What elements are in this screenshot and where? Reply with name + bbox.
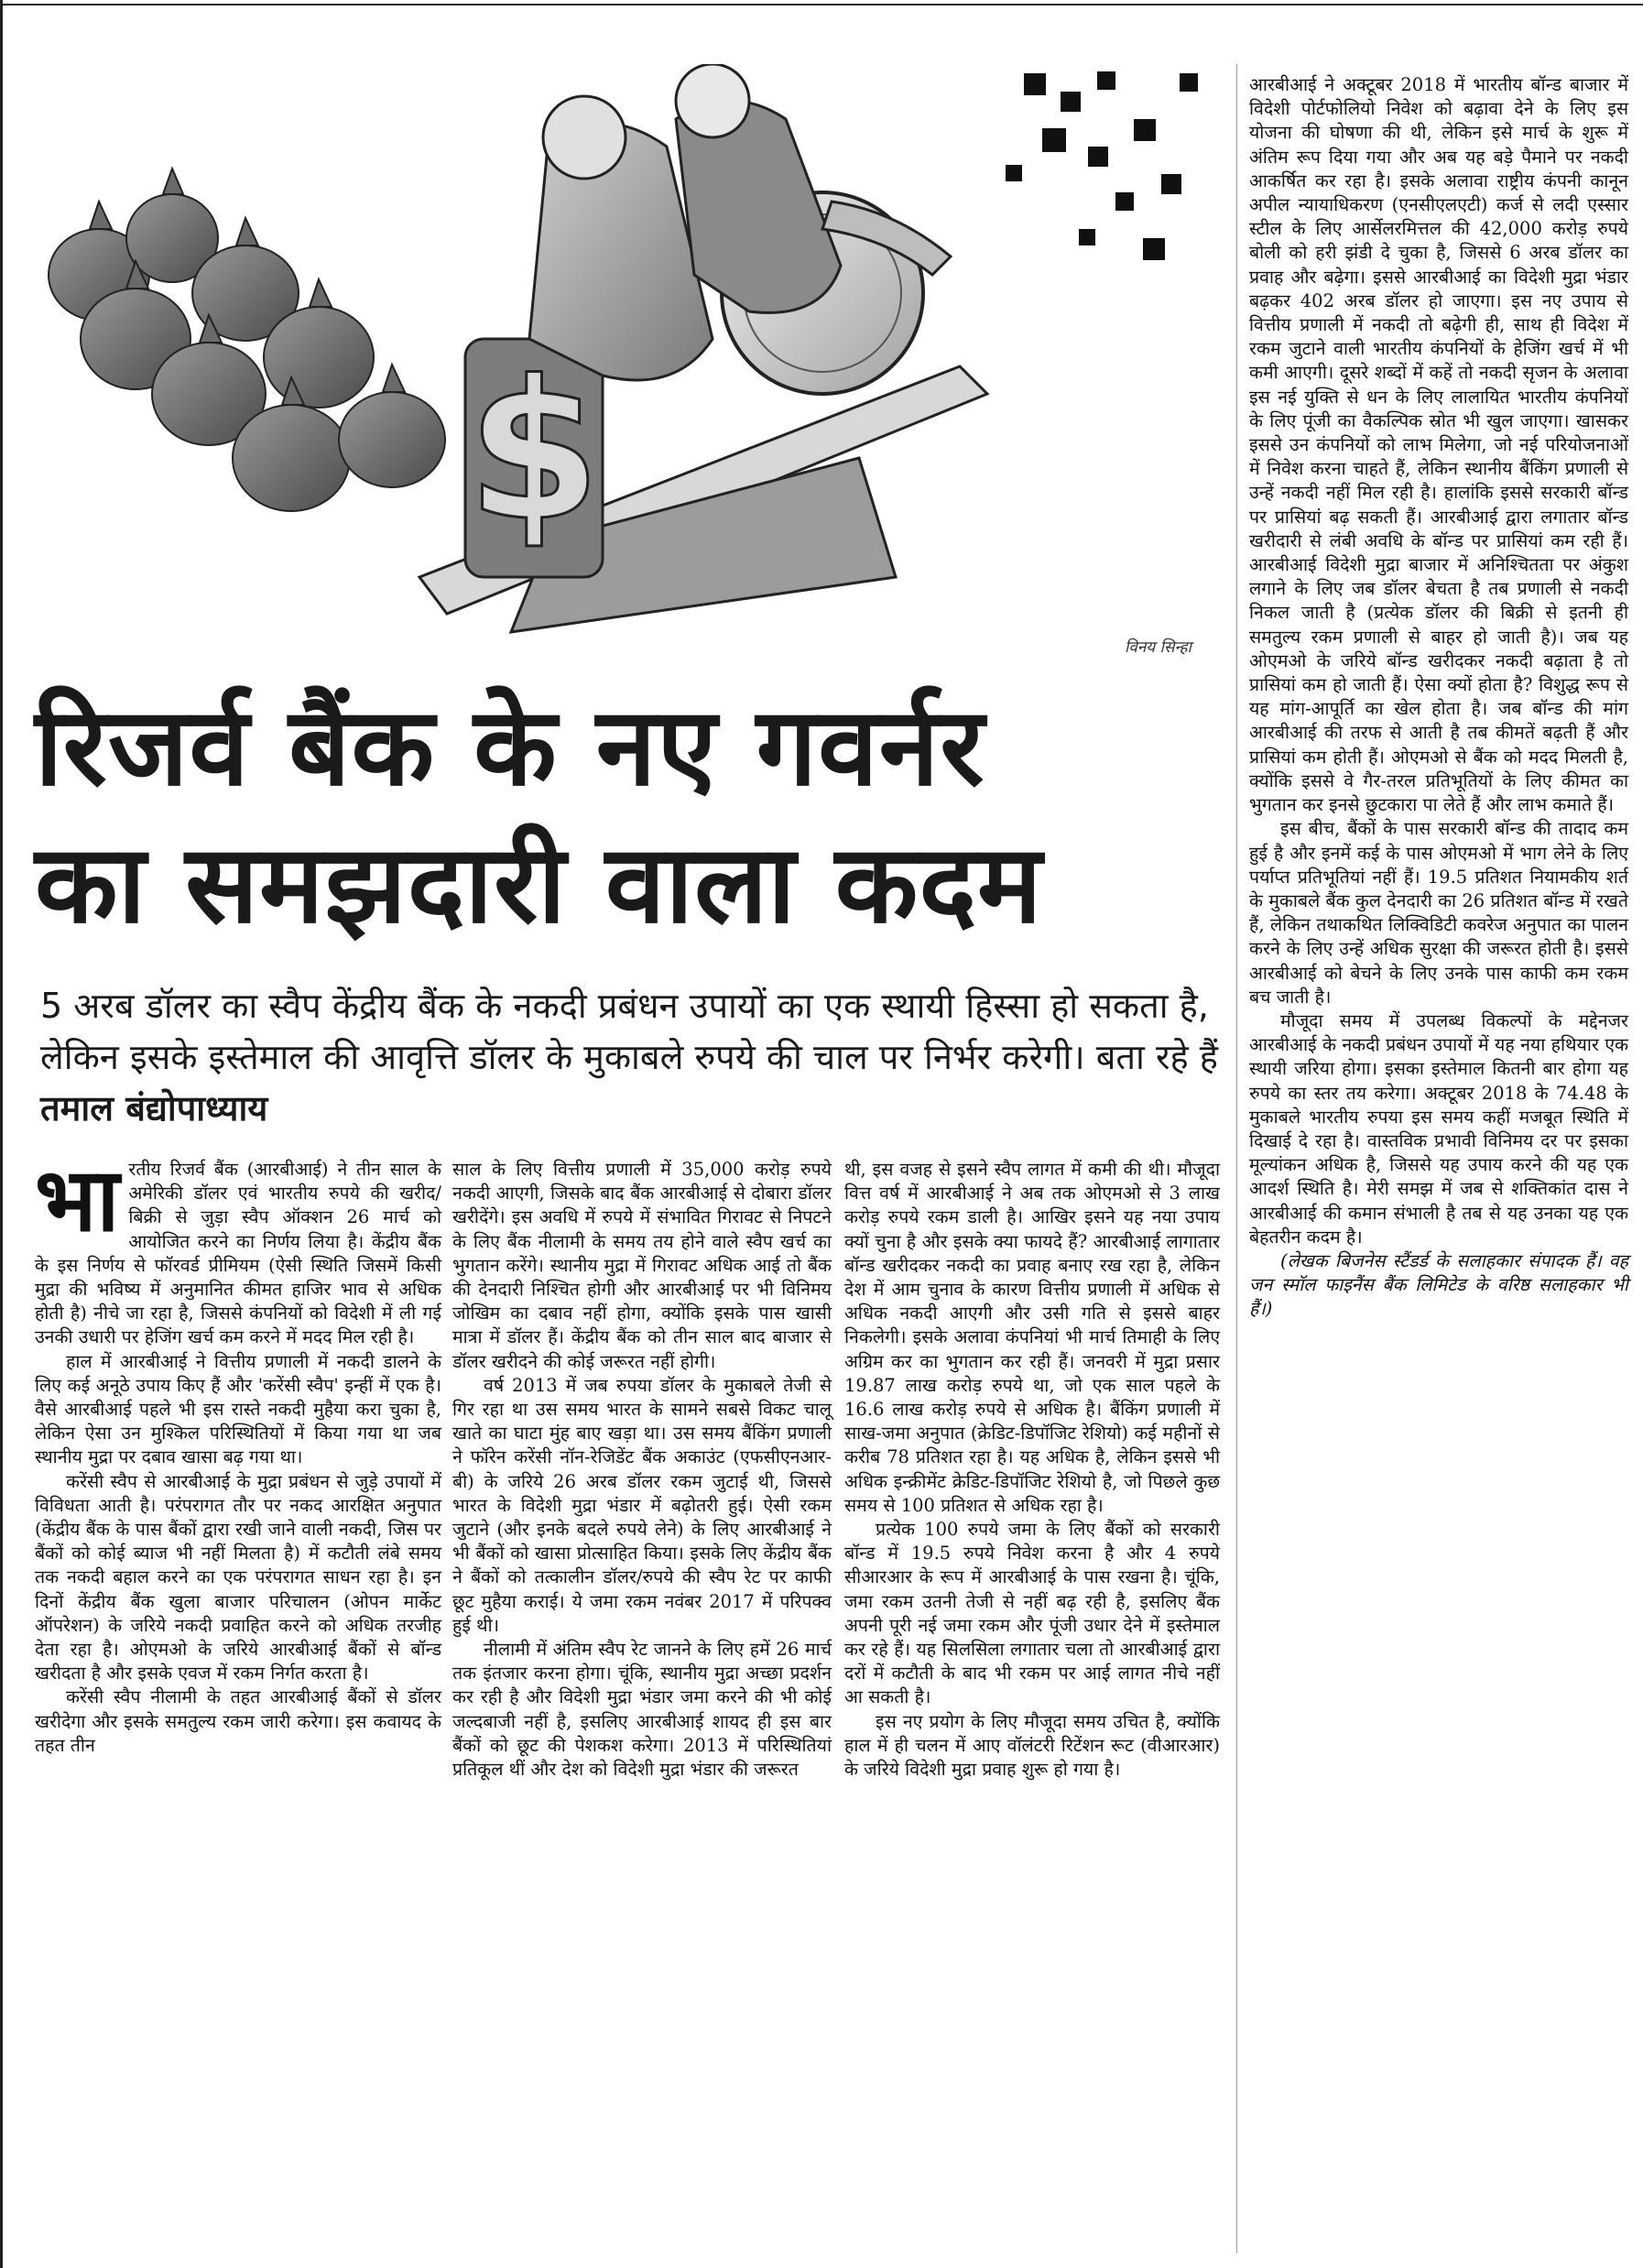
- paragraph: भारतीय रिजर्व बैंक (आरबीआई) ने तीन साल के अमेरिकी डॉलर एवं भारतीय रुपये की खरीद/बिक्री से जुड़ा स्वैप ऑक्शन 26 मार्च को आयोजित करने का निर्णय लिया है। केंद्रीय बैंक के इस निर्णय से फॉरवर्ड प्रीमियम (ऐसी स्थिति जिसमें किसी मुद्रा की भविष्य में अनुमानित कीमत हाजिर भाव से अधिक होती है) नीचे जा रहा है, जिससे कंपनियों को विदेशी में ली गई उनकी उधारी पर हेजिंग खर्च कम करने में मदद मिल रही है।: [35, 1149, 441, 1348]
- paragraph: नीलामी में अंतिम स्वैप रेट जानने के लिए हमें 26 मार्च तक इंतजार करना होगा। चूंकि, स्थानीय मुद्रा अच्छा प्रदर्शन कर रही है और विदेशी मुद्रा भंडार जमा करने की भी कोई जल्दबाजी नहीं है, इसलिए आरबीआई शायद ही इस बार बैंकों को छूट की पेशकश करेगा। 2013 में परिस्थितियां प्रतिकूल थीं और देश को विदेशी मुद्रा भंडार की जरूरत: [452, 1639, 832, 1781]
- column-rule: [1236, 64, 1237, 2253]
- article-column-2: [452, 1158, 832, 1782]
- paragraph: आरबीआई ने अक्टूबर 2018 में भारतीय बॉन्ड बाजार में विदेशी पोर्टफोलियो निवेश को बढ़ावा देने के लिए इस योजना की घोषणा की थी, लेकिन इसे मार्च के शुरू में अंतिम रूप दिया गया और अब यह बड़े पैमाने पर नकदी आकर्षित कर रहा है। इसके अलावा राष्ट्रीय कंपनी कानून अपील न्यायाधिकरण (एनसीएलएटी) कर्ज से लदी एस्सार स्टील के लिए आर्सेलरमित्तल की 42,000 करोड़ रुपये बोली को हरी झंडी दे चुका है, जिससे 6 अरब डॉलर का प्रवाह और बढ़ेगा। इससे आरबीआई का विदेशी मुद्रा भंडार बढ़कर 402 अरब डॉलर हो जाएगा। इस नए उपाय से वित्तीय प्रणाली में नकदी तो बढ़ेगी ही, साथ ही विदेश में रकम जुटाने वाली भारतीय कंपनियों के हेजिंग खर्च में भी कमी आएगी। दूसरे शब्दों में कहें तो नकदी सृजन के अलावा इस नई युक्ति से धन के लिए लालायित भारतीय कंपनियों के लिए पूंजी का वैकल्पिक स्रोत भी खुल जाएगा। खासकर इससे उन कंपनियों को लाभ मिलेगा, जो नई परियोजनाओं में निवेश करना चाहते हैं, लेकिन स्थानीय बैंकिंग प्रणाली से उन्हें नकदी नहीं मिल रही है। हालांकि इससे सरकारी बॉन्ड पर प्रासियां बढ़ सकती हैं। आरबीआई द्वारा लगातार बॉन्ड खरीदारी से लंबी अवधि के बॉन्ड पर प्रासियां कम रही हैं। आरबीआई विदेशी मुद्रा बाजार में अनिश्चितता पर अंकुश लगाने के लिए जब डॉलर बेचता है तब प्रणाली से नकदी निकल जाती है (प्रत्येक डॉलर की बिक्री से इतनी ही समतुल्य रकम प्रणाली से बाहर हो जाती है)। जब यह ओएमओ के जरिये बॉन्ड खरीदकर नकदी बढ़ाता है तो प्रासियां कम हो जाती हैं। ऐसा क्यों होता है? विशुद्ध रूप से यह मांग-आपूर्ति का खेल होता है। जब बॉन्ड की मांग आरबीआई की तरफ से आती है तब कीमतें बढ़ती हैं और प्रासियां कम होती हैं। ओएमओ से बैंक को मदद मिलती है, क्योंकि इससे वे गैर-तरल प्रतिभूतियों के लिए कीमत का भुगतान कर इनसे छुटकारा पा लेते हैं और लाभ कमाते हैं।: [1249, 74, 1628, 816]
- deck-text: 5 अरब डॉलर का स्वैप केंद्रीय बैंक के नकदी प्रबंधन उपायों का एक स्थायी हिस्सा हो सकता है, लेकिन इसके इस्तेमाल की आवृत्ति डॉलर के मुकाबले रुपये की चाल पर निर्भर करेगी। बता रहे हैं: [40, 986, 1218, 1077]
- deck-subheadline: [40, 980, 1231, 1134]
- falling-blocks: [1006, 71, 1198, 260]
- paragraph: इस नए प्रयोग के लिए मौजूदा समय उचित है, क्योंकि हाल में ही चलन में आए वॉलंटरी रिटेंशन रूट (वीआरआर) के जरिये विदेशी मुद्रा प्रवाह शुरू हो गया है।: [844, 1710, 1220, 1781]
- svg-text:$: $: [466, 339, 602, 563]
- dollar-symbol: [465, 339, 603, 577]
- paragraph: वर्ष 2013 में जब रुपया डॉलर के मुकाबले तेजी से गिर रहा था उस समय भारत के सामने सबसे विकट चालू खाते का घाटा मुंह बाए खड़ा था। उस समय बैंकिंग प्रणाली ने फॉरेन करेंसी नॉन-रेजिडेंट बैंक अकाउंट (एफसीएनआर-बी) के जरिये 26 अरब डॉलर रकम जुटाई थी, जिससे भारत के विदेशी मुद्रा भंडार में बढ़ोतरी हुई। ऐसी रकम जुटाने (और इनके बदले रुपये लेने) के लिए आरबीआई ने भी बैंकों को खासा प्रोत्साहित किया। इसके लिए केंद्रीय बैंक ने बैंकों को तत्कालीन डॉलर/रुपये की स्वैप रेट पर काफी छूट मुहैया कराई। ये जमा रकम नवंबर 2017 में परिपक्व हुई थी।: [452, 1374, 832, 1636]
- paragraph: थी, इस वजह से इसने स्वैप लागत में कमी की थी। मौजूदा वित्त वर्ष में आरबीआई ने अब तक ओएमओ से 3 लाख करोड़ रुपये रकम डाली है। आखिर इसने यह नया उपाय क्यों चुना है और इसके क्या फायदे हैं? आरबीआई लागातार बॉन्ड खरीदकर नकदी का प्रवाह बनाए रख रहा है, लेकिन देश में आम चुनाव के कारण वित्तीय प्रणाली में अधिक से अधिक नकदी आएगी और उसी गति से इससे बाहर निकलेगी। इसके अलावा कंपनियां भी मार्च तिमाही के लिए अग्रिम कर का भुगतान कर रही हैं। जनवरी में मुद्रा प्रसार 19.87 लाख करोड़ रुपये था, जो एक साल पहले के 16.6 लाख करोड़ रुपये से अधिक है। बैंकिंग प्रणाली में साख-जमा अनुपात (क्रेडिट-डिपॉजिट रेशियो) कई महीनों से करीब 78 प्रतिशत रहा है। यह अधिक है, लेकिन इससे भी अधिक इन्क्रीमेंट क्रेडिट-डिपॉजिट रेशियो है, जो पिछले कुछ समय से 100 प्रतिशत से अधिक रहा है।: [844, 1159, 1220, 1516]
- money-bags: [49, 169, 445, 511]
- paragraph: हाल में आरबीआई ने वित्तीय प्रणाली में नकदी डालने के लिए कई अनूठे उपाय किए हैं और 'करेंसी स्वैप' इन्हीं में एक है। वैसे आरबीआई पहले भी इस रास्ते नकदी मुहैया करा चुका है, लेकिन ऐसा उन मुश्किल परिस्थितियों में किया गया था जब स्थानीय मुद्रा पर दबाव खासा बढ़ गया था।: [35, 1350, 441, 1468]
- byline-author: तमाल बंद्योपाध्याय: [40, 1088, 268, 1129]
- paragraph: प्रत्येक 100 रुपये जमा के लिए बैंकों को सरकारी बॉन्ड में 19.5 रुपये निवेश करना है और 4 रुपये सीआरआर के रूप में आरबीआई के पास रखना है। चूंकि, जमा रकम उतनी तेजी से नहीं बढ़ रही है, इसलिए बैंक अपनी पूरी नई जमा रकम और पूंजी उधार देने में इस्तेमाल कर रहे हैं। यह सिलसिला लगातार चला तो आरबीआई द्वारा दरों में कटौती के बाद भी रकम पर आई लागत नीचे नहीं आ सकती है।: [844, 1519, 1220, 1708]
- page-left-rule: [0, 0, 3, 2268]
- illustration-credit: विनय सिन्हा: [1125, 638, 1191, 657]
- cartoon-illustration: [35, 64, 1216, 650]
- drop-cap: भा: [35, 1149, 120, 1251]
- paragraph: इस बीच, बैंकों के पास सरकारी बॉन्ड की तादाद कम हुई है और इनमें कई के पास ओएमओ में भाग लेने के लिए पर्याप्त प्रतिभूतियां नहीं हैं। 19.5 प्रतिशत नियामकीय शर्त के मुकाबले बैंक कुल देनदारी का 26 प्रतिशत बॉन्ड में रखते हैं, लेकिन तथाकथित लिक्विडिटी कवरेज अनुपात का पालन करने के लिए उन्हें अधिक सुरक्षा की जरूरत होती है। इससे आरबीआई को बेचने के लिए उनके पास काफी कम रकम बच जाती है।: [1249, 818, 1628, 1008]
- article-column-4: [1249, 73, 1628, 1322]
- headline-line-1: रिजर्व बैंक के नए गवर्नर: [35, 683, 985, 810]
- author-footnote: (लेखक बिजनेस स्टैंडर्ड के सलाहकार संपादक हैं। वह जन स्मॉल फाइनैंस बैंक लिमिटेड के वरिष्ठ सलाहकार भी हैं।): [1249, 1249, 1628, 1320]
- paragraph: मौजूदा समय में उपलब्ध विकल्पों के मद्देनजर आरबीआई के नकदी प्रबंधन उपायों में यह नया हथियार एक स्थायी जरिया होगा। इसका इस्तेमाल कितनी बार होगा यह रुपये का स्तर तय करेगा। अक्टूबर 2018 के 74.48 के मुकाबले भारतीय रुपया इस समय कहीं मजबूत स्थिति में दिखाई दे रहा है। वास्तविक प्रभावी विनिमय दर पर इसका मूल्यांकन अधिक है, जिससे यह उपाय करने की यह एक आदर्श स्थिति है। मेरी समझ में जब से शक्तिकांत दास ने आरबीआई की कमान संभाली है तब से यह उनका यह एक बेहतरीन कदम है।: [1249, 1009, 1628, 1248]
- paragraph: करेंसी स्वैप नीलामी के तहत आरबीआई बैंकों से डॉलर खरीदेगा और इसके समतुल्य रकम जारी करेगा। इस कवायद के तहत तीन: [35, 1686, 441, 1756]
- headline-line-2: का समझदारी वाला कदम: [35, 821, 1043, 947]
- article-column-3: [844, 1158, 1220, 1782]
- paragraph: करेंसी स्वैप से आरबीआई के मुद्रा प्रबंधन से जुड़े उपायों में विविधता आती है। परंपरागत तौर पर नकद आरक्षित अनुपात (केंद्रीय बैंक के पास बैंकों द्वारा रखी जाने वाली नकदी, जिस पर बैंकों को कोई ब्याज भी नहीं मिलता है) में कटौती लंबे समय तक नकदी बहाल करने का एक परंपरागत साधन रहा है। इन दिनों केंद्रीय बैंक खुला बाजार परिचालन (ओपन मार्केट ऑपरेशन) के जरिये नकदी प्रवाहित करने को अधिक तरजीह देता रहा है। ओएमओ के जरिये आरबीआई बैंकों से बॉन्ड खरीदता है और इसके एवज में रकम निर्गत करता है।: [35, 1470, 441, 1685]
- paragraph: साल के लिए वित्तीय प्रणाली में 35,000 करोड़ रुपये नकदी आएगी, जिसके बाद बैंक आरबीआई से दोबारा डॉलर खरीदेंगे। इस अवधि में रुपये में संभावित गिरावट से निपटने के लिए बैंक नीलामी के समय तय होने वाले स्वैप खर्च का भुगतान करेंगे। स्थानीय मुद्रा में गिरावट अधिक आई तो बैंक की देनदारी निश्चित होगी और आरबीआई पर भी विनिमय जोखिम का दबाव नहीं होगा, क्योंकि इसके पास खासी मात्रा में डॉलर हैं। केंद्रीय बैंक को तीन साल बाद बाजार से डॉलर खरीदने की कोई जरूरत नहीं होगी।: [452, 1159, 832, 1372]
- headline: [35, 678, 1235, 953]
- page-top-rule: [0, 0, 1643, 5]
- article-column-1: [35, 1149, 441, 1758]
